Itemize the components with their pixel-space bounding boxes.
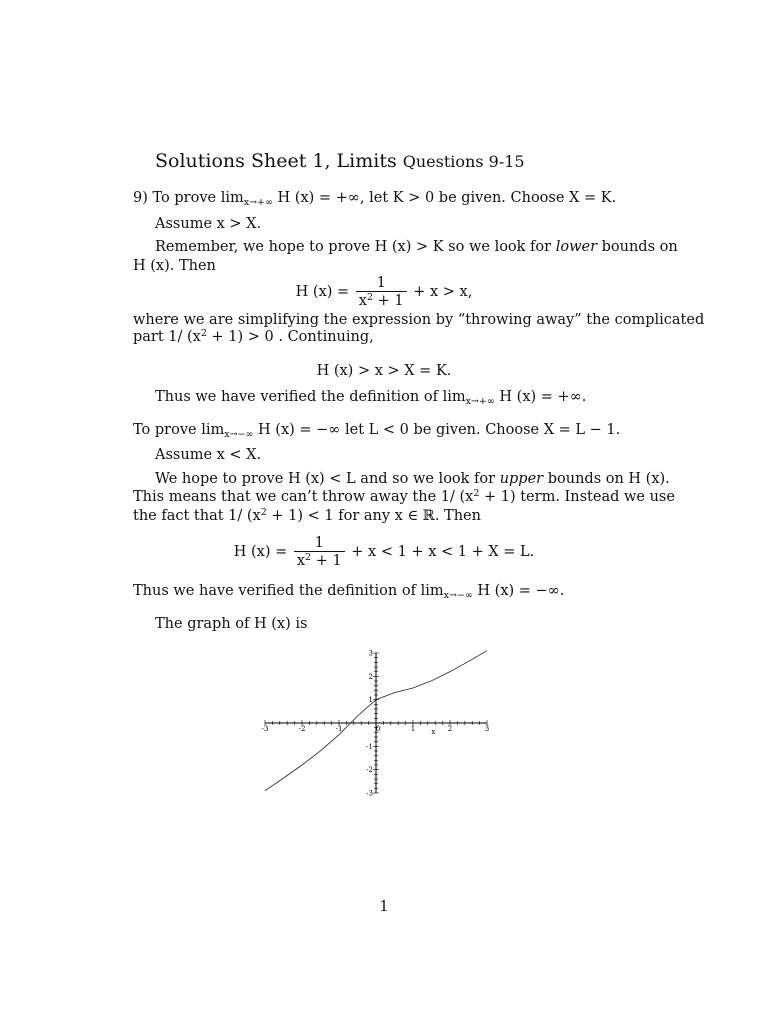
equation-2: H (x) > x > X = K. <box>316 363 452 379</box>
title-main: Solutions Sheet 1, Limits <box>155 150 397 172</box>
where-line: where we are simplifying the expression by “throwing away” the complicated <box>133 312 705 328</box>
y-tick-label: 3 <box>368 649 373 658</box>
x-tick-label: 1 <box>410 725 416 733</box>
eq1-fraction: $\frac{1}{x^2 + 1}$ <box>356 275 407 309</box>
x-tick-label: -3 <box>261 725 269 733</box>
equation-3: H (x) = $\frac{1}{x^2 + 1}$ + x < 1 + x < 1 + X = L. <box>233 535 535 569</box>
fact-2: the fact that 1/ $(x^2 + 1) < 1$ for any x ∈ ℝ. Then <box>133 507 481 524</box>
y-tick-label: 2 <box>368 672 373 681</box>
x-axis-label: x <box>431 728 436 736</box>
assume-2: Assume x < X. <box>155 447 262 463</box>
graph-intro: The graph of H (x) is <box>155 616 308 632</box>
hope-2: We hope to prove H (x) < L and so we look for upper bounds on H (x). <box>155 471 670 487</box>
page-title <box>155 152 525 171</box>
y-tick-label: 1 <box>368 696 373 705</box>
page-number: 1 <box>379 899 389 915</box>
verified-2: Thus we have verified the definition of $\lim_{x\to-\infty} H$ (x) = −∞. <box>133 583 565 601</box>
x-tick-label: 0 <box>375 725 381 733</box>
x-tick-label: 2 <box>447 725 453 733</box>
q9-statement: 9) To prove $\lim_{x\to+\infty} H$ (x) = +∞, let K > 0 be given. Choose X = K. <box>133 190 617 208</box>
y-tick-label: -1 <box>366 742 373 751</box>
remember-line: Remember, we hope to prove H (x) > K so we look for lower bounds on <box>155 239 678 255</box>
x-tick-label: -1 <box>335 725 343 733</box>
equation-1: H (x) = $\frac{1}{x^2 + 1}$ + x > x, <box>295 275 473 309</box>
prove-2: To prove $\lim_{x\to-\infty} H$ (x) = −∞ let L < 0 be given. Choose X = L − 1. <box>133 422 621 440</box>
x-tick-label: 3 <box>484 725 490 733</box>
y-tick-label: -2 <box>366 766 373 775</box>
eq3-fraction: $\frac{1}{x^2 + 1}$ <box>294 535 345 569</box>
part-line: part 1/ $(x^2 + 1) > 0$ . Continuing, <box>133 328 374 345</box>
graph-h-of-x <box>255 645 495 805</box>
means-2: This means that we can’t throw away the 1/ $(x^2 + 1)$ term. Instead we use <box>133 488 675 505</box>
assume-1: Assume x > X. <box>155 216 262 232</box>
verified-1: Thus we have verified the definition of $\lim_{x\to+\infty} H$ (x) = +∞. <box>155 389 587 407</box>
title-sub: Questions 9-15 <box>402 152 525 171</box>
then-1: H (x). Then <box>133 258 216 274</box>
y-tick-label: -3 <box>366 789 373 798</box>
x-tick-label: -2 <box>298 725 306 733</box>
